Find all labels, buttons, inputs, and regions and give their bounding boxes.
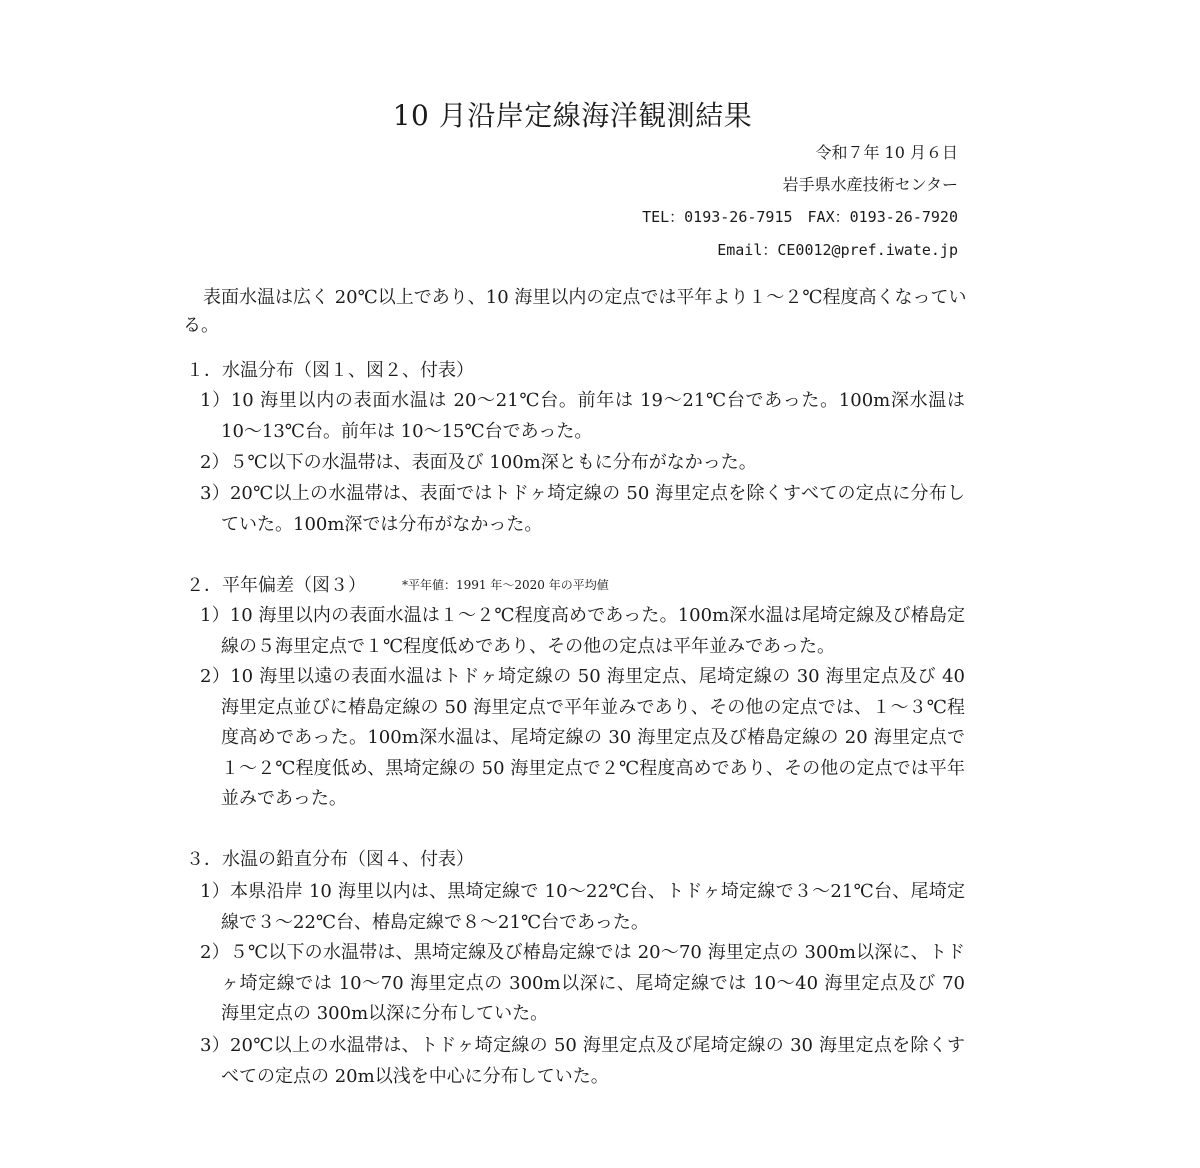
intro-paragraph: 表面水温は広く 20℃以上であり、10 海里以内の定点では平年より１～２℃程度高くなっている。 xyxy=(183,287,967,336)
list-item: 2）10 海里以遠の表面水温はトドヶ埼定線の 50 海里定点、尾埼定線の 30 海里定点及び 40 海里定点並びに椿島定線の 50 海里定点で平年並みであり、その他の定点では、１～３℃程度高めであった。100m深水温は、尾埼定線の 30 海里定点及び椿島定線の 20 海里定点で１～２℃程度低め、黒埼定線の 50 海里定点で２℃程度高めであり、その他の定点では平年並みであった。 xyxy=(200,666,965,809)
contact-email: Email：CE0012@pref.iwate.jp xyxy=(717,241,958,259)
organization-name: 岩手県水産技術センター xyxy=(782,175,958,194)
document-title: 10 月沿岸定線海洋観測結果 xyxy=(392,99,753,132)
section-heading-water-temp-distribution xyxy=(186,357,474,385)
list-item: 1）10 海里以内の表面水温は１～２℃程度高めであった。100m深水温は尾埼定線及び椿島定線の５海里定点で１℃程度低めであり、その他の定点は平年並みであった。 xyxy=(200,605,965,657)
list-item: 1）本県沿岸 10 海里以内は、黒埼定線で 10～22℃台、トドヶ埼定線で３～21℃台、尾埼定線で３～22℃台、椿島定線で８～21℃台であった。 xyxy=(200,881,965,933)
contact-phone-fax: TEL：0193-26-7915 FAX：0193-26-7920 xyxy=(642,208,958,226)
section-heading-text: １．水温分布（図１、図２、付表） xyxy=(186,360,474,381)
list-item: 2）５℃以下の水温帯は、表面及び 100m深ともに分布がなかった。 xyxy=(200,452,757,473)
section-heading-normal-deviation xyxy=(186,571,609,600)
issue-date: 令和７年 10 月６日 xyxy=(815,143,958,162)
list-item: 2）５℃以下の水温帯は、黒埼定線及び椿島定線では 20～70 海里定点の 300m以深に、トドヶ埼定線では 10～70 海里定点の 300m以深に、尾埼定線では 10～40 海里定点及び 70 海里定点の 300m以深に分布していた。 xyxy=(200,942,965,1024)
normal-value-note: *平年値：1991 年～2020 年の平均値 xyxy=(402,578,609,592)
section-heading-text: ２．平年偏差（図３） xyxy=(186,575,366,596)
list-item: 3）20℃以上の水温帯は、トドヶ埼定線の 50 海里定点及び尾埼定線の 30 海里定点を除くすべての定点の 20m以浅を中心に分布していた。 xyxy=(200,1035,965,1087)
list-item: 3）20℃以上の水温帯は、表面ではトドヶ埼定線の 50 海里定点を除くすべての定点に分布していた。100m深では分布がなかった。 xyxy=(200,483,965,535)
section-heading-vertical-distribution xyxy=(186,846,474,874)
section-heading-text: ３．水温の鉛直分布（図４、付表） xyxy=(186,849,474,870)
list-item: 1）10 海里以内の表面水温は 20～21℃台。前年は 19～21℃台であった。100m深水温は 10～13℃台。前年は 10～15℃台であった。 xyxy=(200,390,965,442)
